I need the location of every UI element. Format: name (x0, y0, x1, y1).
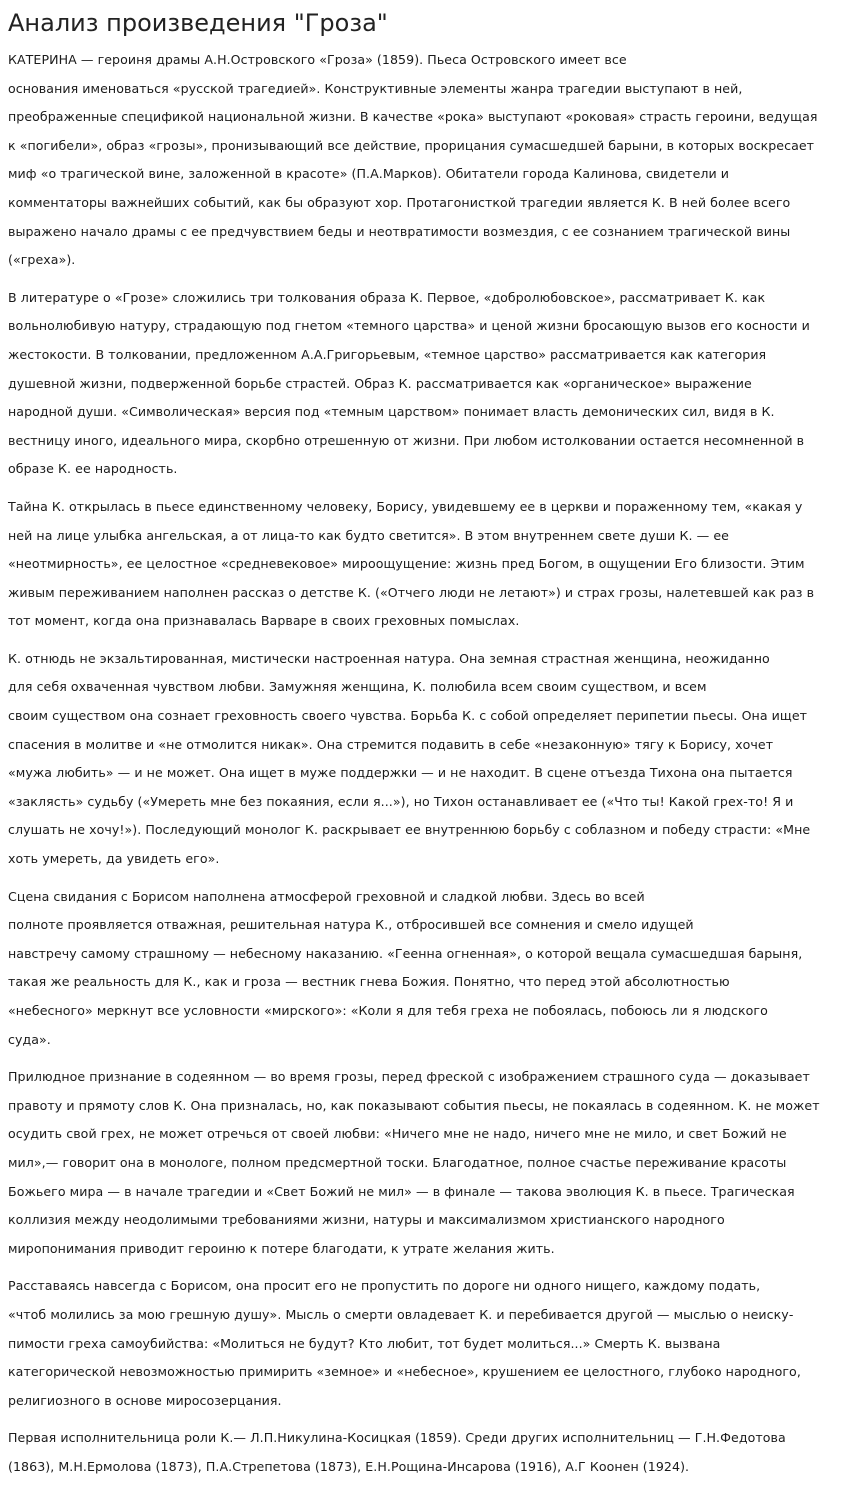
text-line: преображенные спецификой национальной жизни. В качестве «рока» выступают «роковая» страсть героини, ведущая (8, 109, 818, 125)
text-line: «заклясть» судьбу («Умереть мне без покаяния, если я...»), но Тихон останавливает ее («Что ты! Какой грех-то! Я и (8, 793, 794, 809)
text-line: правоту и прямоту слов К. Она призналась, но, как показывают события пьесы, не покаялась в содеянном. К. не может (8, 1097, 820, 1113)
text-line: основания именоваться «русской трагедией». Конструктивные элементы жанра трагедии выступают в ней, (8, 80, 743, 96)
text-line: полноте проявляется отважная, решительная натура К., отбросившей все сомнения и смело идущей (8, 917, 694, 933)
text-line: хоть умереть, да увидеть его». (8, 851, 220, 867)
text-line: комментаторы важнейших событий, как бы образуют хор. Протагонисткой трагедии является К. В ней более всего (8, 194, 791, 210)
text-line: навстречу самому страшному — небесному наказанию. «Геенна огненная», о которой вещала сумасшедшая барыня, (8, 945, 803, 961)
text-line: душевной жизни, подверженной борьбе страстей. Образ К. рассматривается как «органическое» выражение (8, 375, 752, 391)
text-line: образе К. ее народность. (8, 461, 178, 477)
text-line: «небесного» меркнут все условности «мирского»: «Коли я для тебя греха не побоялась, побоюсь ли я людского (8, 1003, 768, 1018)
paragraph (8, 46, 839, 275)
text-line: В литературе о «Грозе» сложились три толкования образа К. Первое, «добролюбовское», рассматривает К. как (8, 289, 766, 305)
text-line: для себя охваченная чувством любви. Замужняя женщина, К. полюбила всем своим существом, и всем (8, 679, 707, 695)
text-line: выражено начало драмы с ее предчувствием беды и неотвратимости возмездия, с ее сознанием трагической вины (8, 223, 791, 239)
text-line: «неотмирность», ее целостное «средневековое» мироощущение: жизнь пред Богом, в ощущении Его близости. Этим (8, 556, 805, 572)
article-body (8, 46, 839, 1482)
text-line: живым переживанием наполнен рассказ о детстве К. («Отчего люди не летают») и страх грозы, налетевшей как раз в (8, 584, 815, 600)
text-line: «чтоб молились за мою грешную душу». Мысль о смерти овладевает К. и перебивается другой — мыслью о неиску- (8, 1306, 794, 1322)
text-line: миропонимания приводит героиню к потере благодати, к утрате желания жить. (8, 1240, 555, 1256)
text-line: («греха»). (8, 252, 76, 268)
text-line: ней на лице улыбка ангельская, а от лица-то как будто светится». В этом внутреннем свете души К. — ее (8, 527, 729, 543)
text-line: спасения в молитве и «не отмолится никак». Она стремится подавить в себе «незаконную» тягу к Борису, хочет (8, 736, 774, 752)
text-line: к «погибели», образ «грозы», пронизывающий все действие, прорицания сумасшедшей барыни, в которых воскресает (8, 137, 815, 153)
text-line: жестокости. В толковании, предложенном А.А.Григорьевым, «темное царство» рассматривается как категория (8, 346, 767, 362)
paragraph (8, 883, 839, 1055)
text-line: Расставаясь навсегда с Борисом, она просит его не пропустить по дороге ни одного нищего, каждому подать, (8, 1278, 761, 1294)
text-line: миф «о трагической вине, заложенной в красоте» (П.А.Марков). Обитатели города Калинова, свидетели и (8, 166, 730, 182)
text-line: слушать не хочу!»). Последующий монолог К. раскрывает ее внутреннюю борьбу с соблазном и победу страсти: «Мне (8, 822, 811, 838)
text-line: Тайна К. открылась в пьесе единственному человеку, Борису, увидевшему ее в церкви и пораженному тем, «какая у (8, 498, 803, 514)
text-line: Прилюдное признание в содеянном — во время грозы, перед фреской с изображением страшного суда — доказывает (8, 1069, 810, 1085)
text-line: религиозного в основе миросозерцания. (8, 1392, 282, 1408)
article-title: Анализ произведения "Гроза" (8, 9, 388, 37)
text-line: тот момент, когда она признавалась Варваре в своих греховных помыслах. (8, 613, 520, 629)
text-line: осудить свой грех, не может отречься от своей любви: «Ничего мне не надо, ничего мне не мило, и свет Божий не (8, 1126, 787, 1142)
text-line: (1863), М.Н.Ермолова (1873), П.А.Стрепетова (1873), Е.Н.Рощина-Инсарова (1916), А.Г Коонен (1924). (8, 1458, 690, 1474)
paragraph (8, 645, 839, 874)
text-line: К. отнюдь не экзальтированная, мистически настроенная натура. Она земная страстная женщина, неожиданно (8, 650, 770, 666)
text-line: народной души. «Символическая» версия под «темным царством» понимает власть демонических сил, видя в К. (8, 404, 775, 420)
paragraph (8, 1063, 839, 1263)
text-line: мил»,— говорит она в монологе, полном предсмертной тоски. Благодатное, полное счастье переживание красоты (8, 1154, 787, 1170)
text-line: такая же реальность для К., как и гроза — вестник гнева Божия. Понятно, что перед этой абсолютностью (8, 974, 730, 990)
paragraph (8, 493, 839, 636)
text-line: категорической невозможностью примирить «земное» и «небесное», крушением ее целостного, глубоко народного, (8, 1364, 801, 1380)
text-line: Первая исполнительница роли К.— Л.П.Никулина-Косицкая (1859). Среди других исполнительниц — Г.Н.Федотова (8, 1430, 786, 1446)
text-line: Сцена свидания с Борисом наполнена атмосферой греховной и сладкой любви. Здесь во всей (8, 888, 645, 904)
text-line: пимости греха самоубийства: «Молиться не будут? Кто любит, тот будет молиться...» Смерть К. вызвана (8, 1335, 721, 1351)
text-line: «мужа любить» — и не может. Она ищет в муже поддержки — и не находит. В сцене отъезда Тихона она пытается (8, 765, 793, 781)
text-line: суда». (8, 1031, 51, 1047)
text-line: своим существом она сознает греховность своего чувства. Борьба К. с собой определяет перипетии пьесы. Она ищет (8, 708, 808, 724)
text-line: КАТЕРИНА — героиня драмы А.Н.Островского «Гроза» (1859). Пьеса Островского имеет все (8, 52, 627, 67)
text-line: вестницу иного, идеального мира, скорбно отрешенную от жизни. При любом истолковании остается несомненной в (8, 432, 805, 448)
paragraph (8, 284, 839, 484)
text-line: вольнолюбивую натуру, страдающую под гнетом «темного царства» и ценой жизни бросающую вызов его косности и (8, 318, 810, 334)
text-line: Божьего мира — в начале трагедии и «Свет Божий не мил» — в финале — такова эволюция К. в пьесе. Трагическая (8, 1183, 795, 1199)
text-line: коллизия между неодолимыми требованиями жизни, натуры и максимализмом христианского народного (8, 1212, 725, 1228)
paragraph (8, 1272, 839, 1415)
paragraph (8, 1424, 839, 1481)
